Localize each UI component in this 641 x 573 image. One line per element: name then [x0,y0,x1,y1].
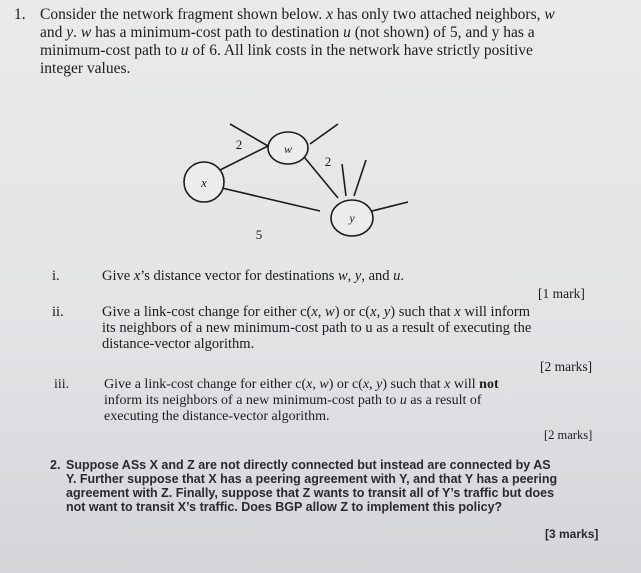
link-w-y [300,152,338,198]
stem-line: minimum-cost path to u of 6. All link costs in the network have strictly positive [40,42,533,59]
part-text: Give x’s distance vector for destinations w, y, and u. [102,268,405,284]
question-number: 2. [50,458,61,472]
part-number: i. [52,268,60,284]
part-i-marks: [1 mark] [538,286,585,301]
part-number: iii. [54,377,70,392]
part-number: ii. [52,304,64,320]
question-number: 1. [14,6,26,23]
part-text: Give a link-cost change for either c(x, w) or c(x, y) such that x will not inform its neighbors of a new minimum-cost path to u as a result of executing the distance-vector algorithm. [104,377,499,424]
node-x-label: x [201,175,207,190]
question-2-marks: [3 marks] [545,527,599,541]
question-text: Suppose ASs X and Z are not directly connected but instead are connected by AS Y. Further suppose that X has a peering agreement with Y, and that Y has a peering agreement with Z. Finally, suppose that Z wants to transit all of Y’s traffic but does not want to transit X’s traffic. Does BGP allow Z to implement this policy? [66,458,558,514]
cost-w-y: 2 [324,154,332,169]
link-y-out-right [354,160,366,196]
node-y-label: y [349,211,355,225]
network-diagram [170,118,410,243]
link-w-out-right [310,124,338,144]
link-x-w [220,146,268,170]
part-iii-marks: [2 marks] [544,428,593,442]
part-text: Give a link-cost change for either c(x, w) or c(x, y) such that x will inform its neighbors of a new minimum-cost path to u as a result of executing the distance-vector algorithm. [102,304,532,352]
link-y-out-up [342,164,346,196]
node-w-label: w [283,142,293,156]
link-y-out-far [368,202,408,212]
link-x-y [222,188,320,211]
question-stem [40,6,614,78]
cost-x-y: 5 [255,227,263,242]
part-ii-marks: [2 marks] [540,359,593,374]
cost-x-w: 2 [235,137,243,152]
stem-line: Consider the network fragment shown below. x has only two attached neighbors, w [40,6,555,23]
stem-line: and y. w has a minimum-cost path to destination u (not shown) of 5, and y has a [40,24,535,41]
stem-line: integer values. [40,60,131,77]
